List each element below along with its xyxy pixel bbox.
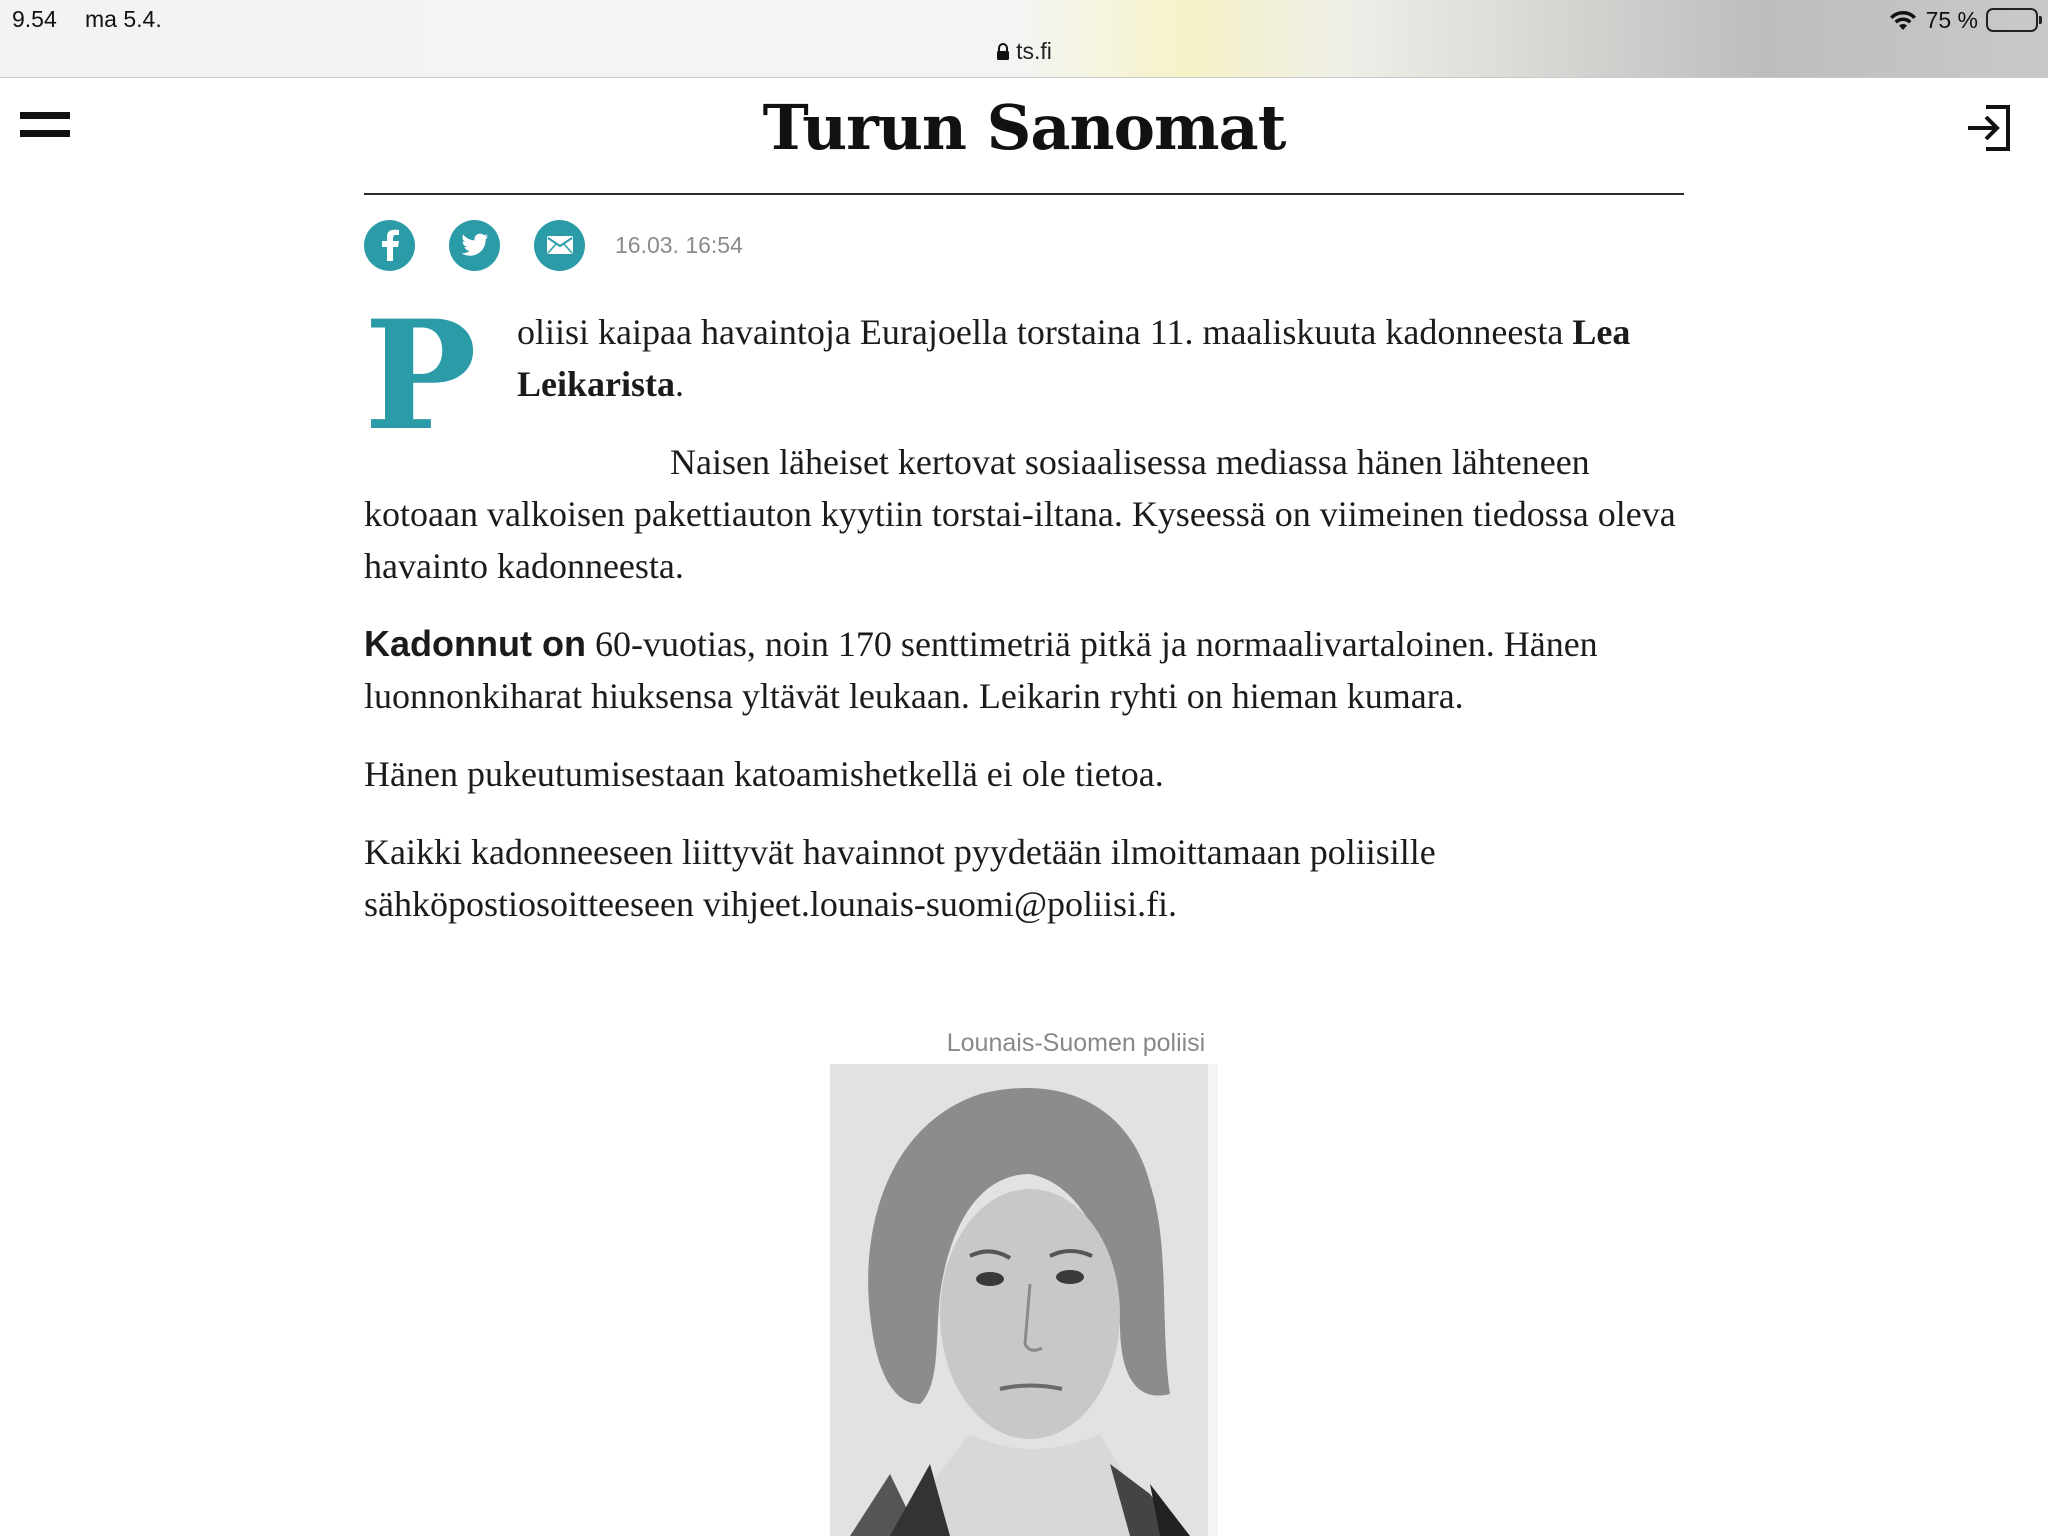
email-share-button[interactable]: [534, 220, 585, 271]
image-caption: Lounais-Suomen poliisi: [946, 1029, 1206, 1057]
article-paragraph: Kaikki kadonneeseen liittyvät havainnot pyydetään ilmoittamaan poliisille sähköpostiosoitteeseen vihjeet.lounais-suomi@poliisi.fi.: [364, 832, 1436, 924]
url-text: ts.fi: [1016, 38, 1052, 64]
battery-icon: [1986, 8, 2038, 32]
missing-person-photo[interactable]: [830, 1064, 1218, 1536]
status-indicators: [1888, 4, 2038, 36]
twitter-share-button[interactable]: [449, 220, 500, 271]
facebook-icon: [378, 229, 402, 261]
article-lead: [364, 306, 1684, 410]
status-time: 9.54: [12, 6, 57, 32]
status-bar: [0, 0, 2048, 78]
publish-timestamp: 16.03. 16:54: [615, 231, 743, 258]
lead-text: oliisi kaipaa havaintoja Eurajoella torstaina 11. maaliskuuta kadonneesta: [517, 312, 1573, 352]
wifi-icon: [1888, 8, 1918, 32]
article-paragraph: Naisen läheiset kertovat sosiaalisessa mediassa hänen lähteneen kotoaan valkoisen pakettiauton kyytiin torstai-iltana. Kyseessä on viimeinen tiedossa oleva havainto kadonneesta.: [364, 442, 1676, 586]
article-paragraph: [364, 618, 1684, 722]
article-body: [364, 288, 1684, 956]
battery-percent: 75 %: [1925, 6, 1978, 33]
header-divider: [364, 193, 1684, 195]
person-name: Lea Leikarista: [517, 312, 1631, 404]
article-paragraph: Hänen pukeutumisestaan katoamishetkellä ei ole tietoa.: [364, 754, 1164, 794]
paragraph-text: 60-vuotias, noin 170 senttimetriä pitkä ja normaalivartaloinen. Hänen luonnonkiharat hiuksensa yltävät leukaan. Leikarin ryhti on hieman kumara.: [364, 624, 1598, 716]
lock-icon: [996, 43, 1010, 61]
facebook-share-button[interactable]: [364, 220, 415, 271]
lead-end: .: [675, 364, 684, 404]
drop-cap: P: [364, 288, 477, 464]
email-icon: [546, 235, 574, 255]
site-logo[interactable]: Turun Sanomat: [762, 91, 1286, 164]
url-bar[interactable]: [0, 38, 2048, 65]
share-row: [364, 219, 743, 271]
twitter-icon: [461, 233, 489, 257]
subhead-inline: Kadonnut on: [364, 623, 586, 664]
login-icon[interactable]: [1964, 103, 2014, 153]
status-date: ma 5.4.: [85, 6, 162, 32]
site-header: [0, 79, 2048, 194]
